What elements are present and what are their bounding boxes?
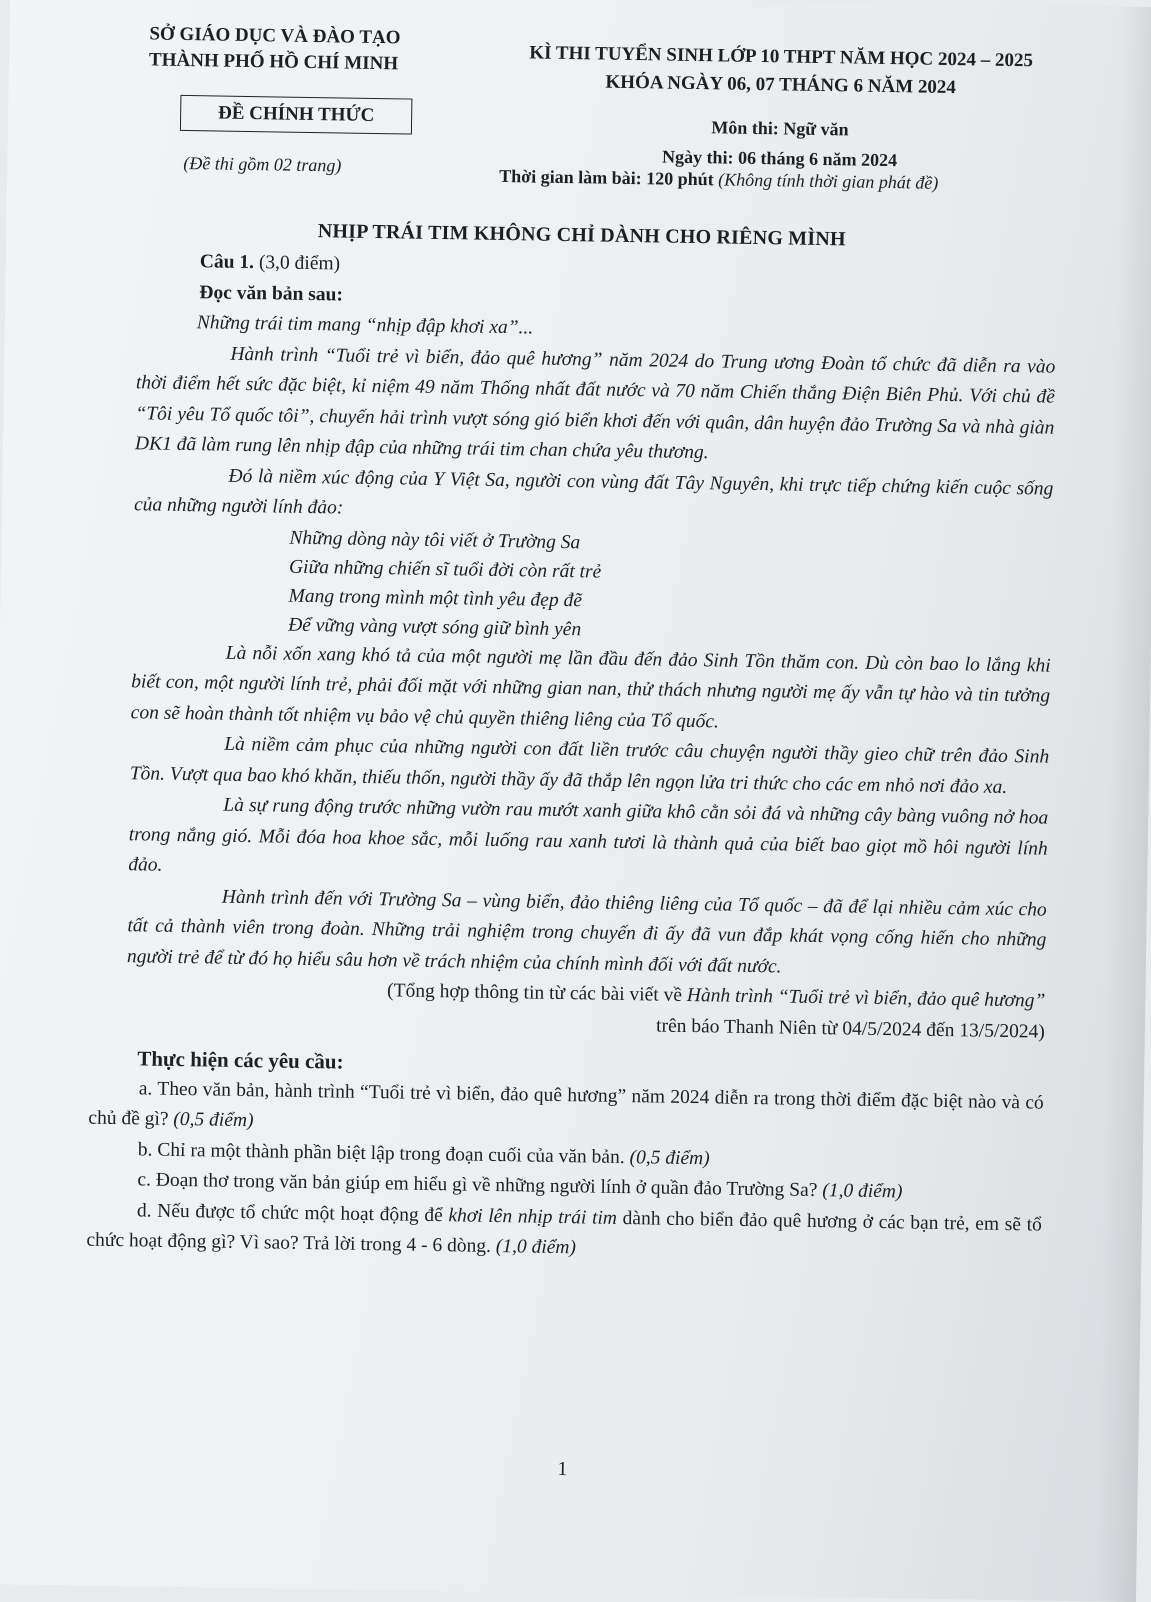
requirement-italic-phrase: khơi lên nhịp trái tim xyxy=(448,1204,618,1229)
page-number: 1 xyxy=(557,1458,568,1481)
question-points: (3,0 điểm) xyxy=(258,252,341,275)
requirement-points: (0,5 điểm) xyxy=(629,1146,710,1169)
requirement-points: (1,0 điểm) xyxy=(822,1180,903,1203)
pages-note: (Đề thi gồm 02 trang) xyxy=(183,152,342,176)
passage-paragraph: Hành trình đến với Trường Sa – vùng biển, đảo thiêng liêng của Tổ quốc – đã để lại nhiều cảm xúc cho tất cả thành viên trong đoàn. Những trải nghiệm trong chuyến đi ấy đã vun đắp khát vọng cống hiến cho những người trẻ để từ đó họ hiểu sâu hơn về trách nhiệm của chính mình đối với đất nước. xyxy=(126,886,1047,977)
exam-title-block xyxy=(471,38,1092,104)
question-label: Câu 1. xyxy=(199,251,255,274)
exam-line-1: KÌ THI TUYỂN SINH LỚP 10 THPT NĂM HỌC 2024 – 2025 xyxy=(529,42,1034,72)
requirement-text: c. Đoạn thơ trong văn bản giúp em hiểu gì về những người lính ở quần đảo Trường Sa? xyxy=(137,1169,823,1202)
epigraph: Những trái tim mang “nhịp đập khơi xa”... xyxy=(196,312,534,339)
passage-paragraph: Hành trình “Tuổi trẻ vì biển, đảo quê hương” năm 2024 do Trung ương Đoàn tổ chức đã diễn ra vào thời điểm hết sức đặc biệt, kỉ niệm 49 năm Thống nhất đất nước và 70 năm Chiến thắng Điện Biên Phủ. Với chủ đề “Tôi yêu Tổ quốc tôi”, chuyến hải trình vượt sóng gió biển khơi đến với quân, dân huyện đảo Trường Sa và nhà giàn DK1 đã làm rung lên nhịp đập của những trái tim chan chứa yêu thương. xyxy=(134,343,1056,464)
department-line-2: THÀNH PHỐ HỒ CHÍ MINH xyxy=(148,49,399,75)
department-block xyxy=(149,21,401,77)
passage-paragraph: Là niềm cảm phục của những người con đất liền trước câu chuyện người thầy gieo chữ trên đảo Sinh Tồn. Vượt qua bao khó khăn, thiếu thốn, người thầy ấy đã thắp lên ngọn lửa tri thức cho các em nhỏ nơi đảo xa. xyxy=(129,733,1050,798)
passage-paragraph: Đó là niềm xúc động của Y Việt Sa, người con vùng đất Tây Nguyên, khi trực tiếp chứng kiến cuộc sống của những người lính đảo: xyxy=(133,465,1054,519)
poem-line: Những dòng này tôi viết ở Trường Sa xyxy=(289,527,581,553)
requirement-text: d. Nếu được tổ chức một hoạt động để xyxy=(136,1199,449,1226)
subject-line: Môn thi: Ngữ văn xyxy=(711,117,849,140)
requirement-text: b. Chỉ ra một thành phần biệt lập trong đoạn cuối của văn bản. xyxy=(137,1138,630,1168)
read-instruction: Đọc văn bản sau: xyxy=(199,281,344,305)
question-body xyxy=(86,246,1057,1271)
poem-line: Để vững vàng vượt sóng giữ bình yên xyxy=(287,614,582,640)
requirement-points: (0,5 điểm) xyxy=(173,1108,254,1132)
official-label: ĐỀ CHÍNH THỨC xyxy=(217,102,375,126)
poem-line: Giữa những chiến sĩ tuổi đời còn rất trẻ xyxy=(288,556,602,583)
requirement-text: a. Theo văn bản, hành trình “Tuổi trẻ vì biển, đảo quê hương” năm 2024 diễn ra trong thời điểm đặc biệt nào và có chủ đề gì? xyxy=(88,1077,1044,1130)
passage-title: NHỊP TRÁI TIM KHÔNG CHỈ DÀNH CHO RIÊNG MÌNH xyxy=(317,220,846,251)
official-exam-box xyxy=(180,95,413,135)
source-prefix: (Tổng hợp thông tin từ các bài viết về xyxy=(386,980,688,1006)
poem-stanza xyxy=(96,520,1053,651)
department-line-1: SỞ GIÁO DỤC VÀ ĐÀO TẠO xyxy=(149,23,401,49)
requirement-points: (1,0 điểm) xyxy=(495,1236,577,1259)
duration-text: Thời gian làm bài: 120 phút xyxy=(499,165,714,190)
exam-line-2: KHÓA NGÀY 06, 07 THÁNG 6 NĂM 2024 xyxy=(605,71,957,99)
requirement-text: dành cho biển đảo quê hương ở các bạn trẻ, em sẽ tổ chức hoạt động gì? Vì sao? Trả lời trong 4 - 6 dòng. xyxy=(86,1207,1043,1258)
source-italic: Hành trình “Tuổi trẻ vì biển, đảo quê hương” xyxy=(686,984,1046,1012)
requirements-heading: Thực hiện các yêu cầu: xyxy=(137,1046,344,1074)
duration-note: (Không tính thời gian phát đề) xyxy=(718,169,939,193)
source-citation-line-2: trên báo Thanh Niên từ 04/5/2024 đến 13/5/2024) xyxy=(655,1015,1046,1043)
poem-line: Mang trong mình một tình yêu đẹp đẽ xyxy=(288,585,583,611)
exam-date-line: Ngày thi: 06 tháng 6 năm 2024 xyxy=(661,146,898,171)
passage-paragraph: Là nỗi xốn xang khó tả của một người mẹ lần đầu đến đảo Sinh Tồn thăm con. Dù còn bao lo lắng khi biết con, một người lính trẻ, phải đối mặt với những gian nan, thử thách nhưng người mẹ ấy vẫn tự hào và tin tưởng con sẽ hoàn thành tốt nhiệm vụ bảo vệ chủ quyền thiêng liêng của Tổ quốc. xyxy=(130,642,1051,732)
passage-paragraph: Là sự rung động trước những vườn rau mướt xanh giữa khô cằn sỏi đá và những cây bàng vuông nở hoa trong nắng gió. Mỗi đóa hoa khoe sắc, mỗi luống rau xanh tươi là thành quả của biết bao giọt mồ hôi người lính đảo. xyxy=(128,794,1049,876)
